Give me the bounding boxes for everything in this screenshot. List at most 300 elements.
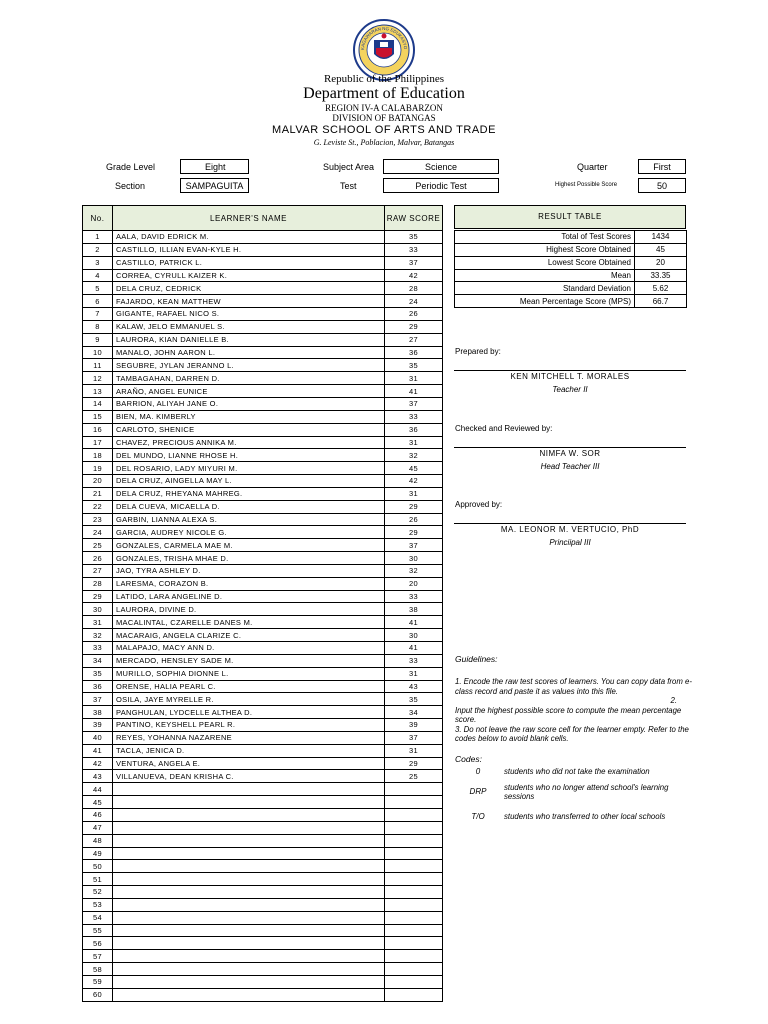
table-row xyxy=(83,231,443,244)
col-header-learner-name: LEARNER'S NAME xyxy=(113,206,385,231)
learner-name-cell[interactable]: LATIDO, LARA ANGELINE D. xyxy=(113,590,385,603)
row-number: 18 xyxy=(83,449,113,462)
highest-possible-score-label: Highest Possible Score xyxy=(555,182,618,188)
raw-score-cell[interactable]: 31 xyxy=(385,667,443,680)
grade-level-field[interactable]: Eight xyxy=(180,159,249,174)
prepared-by-label: Prepared by: xyxy=(455,347,501,356)
prepared-signature-line xyxy=(454,370,686,371)
raw-score-cell[interactable]: 31 xyxy=(385,744,443,757)
learner-name-cell[interactable]: PANGHULAN, LYDCELLE ALTHEA D. xyxy=(113,706,385,719)
learner-name-cell[interactable]: LAURORA, KIAN DANIELLE B. xyxy=(113,333,385,346)
learner-name-cell[interactable] xyxy=(113,898,385,911)
raw-score-cell[interactable]: 27 xyxy=(385,333,443,346)
raw-score-cell[interactable] xyxy=(385,808,443,821)
raw-score-cell[interactable]: 38 xyxy=(385,603,443,616)
raw-score-cell[interactable] xyxy=(385,924,443,937)
learner-name-cell[interactable]: GIGANTE, RAFAEL NICO S. xyxy=(113,308,385,321)
row-number: 24 xyxy=(83,526,113,539)
checked-signature-line xyxy=(454,447,686,448)
learner-name-cell[interactable] xyxy=(113,975,385,988)
row-number: 39 xyxy=(83,719,113,732)
learner-name-cell[interactable]: TACLA, JENICA D. xyxy=(113,744,385,757)
row-number: 3 xyxy=(83,256,113,269)
table-row xyxy=(83,808,443,821)
result-value: 5.62 xyxy=(635,282,687,295)
table-row xyxy=(83,436,443,449)
row-number: 5 xyxy=(83,282,113,295)
learners-score-table xyxy=(82,205,443,1002)
code-key-to: T/O xyxy=(471,812,485,821)
prepared-by-title: Teacher II xyxy=(552,385,588,394)
learner-name-cell[interactable] xyxy=(113,847,385,860)
row-number: 37 xyxy=(83,693,113,706)
table-row xyxy=(83,667,443,680)
learner-name-cell[interactable]: LAURORA, DIVINE D. xyxy=(113,603,385,616)
table-row xyxy=(83,577,443,590)
table-row xyxy=(83,526,443,539)
learner-name-cell[interactable]: ORENSE, HALIA PEARL C. xyxy=(113,680,385,693)
row-number: 14 xyxy=(83,397,113,410)
svg-text:KAGAWARAN NG EDUKASYON: KAGAWARAN NG EDUKASYO xyxy=(359,25,409,51)
raw-score-cell[interactable]: 28 xyxy=(385,282,443,295)
table-row xyxy=(83,564,443,577)
table-row xyxy=(83,886,443,899)
table-row xyxy=(83,924,443,937)
raw-score-cell[interactable]: 41 xyxy=(385,642,443,655)
raw-score-cell[interactable]: 29 xyxy=(385,757,443,770)
learner-name-cell[interactable] xyxy=(113,886,385,899)
row-number: 15 xyxy=(83,410,113,423)
region-heading: REGION IV-A CALABARZON xyxy=(325,103,443,113)
table-row xyxy=(83,860,443,873)
table-row xyxy=(83,590,443,603)
table-row xyxy=(83,629,443,642)
prepared-by-name: KEN MITCHELL T. MORALES xyxy=(510,372,630,381)
raw-score-cell[interactable]: 45 xyxy=(385,462,443,475)
row-number: 56 xyxy=(83,937,113,950)
table-row xyxy=(83,372,443,385)
row-number: 32 xyxy=(83,629,113,642)
row-number: 8 xyxy=(83,320,113,333)
raw-score-cell[interactable]: 32 xyxy=(385,449,443,462)
row-number: 28 xyxy=(83,577,113,590)
row-number: 41 xyxy=(83,744,113,757)
row-number: 42 xyxy=(83,757,113,770)
learner-name-cell[interactable]: VENTURA, ANGELA E. xyxy=(113,757,385,770)
table-row xyxy=(83,796,443,809)
school-address: G. Leviste St., Poblacion, Malvar, Batangas xyxy=(313,138,455,147)
row-number: 26 xyxy=(83,552,113,565)
table-row xyxy=(83,269,443,282)
raw-score-cell[interactable] xyxy=(385,975,443,988)
result-label: Mean Percentage Score (MPS) xyxy=(455,295,635,308)
row-number: 48 xyxy=(83,834,113,847)
result-value: 1434 xyxy=(635,231,687,244)
guideline-2: Input the highest possible score to compute the mean percentage score. xyxy=(455,705,682,724)
raw-score-cell[interactable]: 37 xyxy=(385,539,443,552)
table-row xyxy=(83,873,443,886)
row-number: 20 xyxy=(83,475,113,488)
learner-name-cell[interactable]: AALA, DAVID EDRICK M. xyxy=(113,231,385,244)
learner-name-cell[interactable]: VILLANUEVA, DEAN KRISHA C. xyxy=(113,770,385,783)
table-row xyxy=(83,308,443,321)
test-label: Test xyxy=(340,181,357,191)
checked-by-label: Checked and Reviewed by: xyxy=(455,424,553,433)
learner-name-cell[interactable]: BARRION, ALIYAH JANE O. xyxy=(113,397,385,410)
learner-name-cell[interactable]: CARLOTO, SHENICE xyxy=(113,423,385,436)
table-row xyxy=(83,397,443,410)
raw-score-cell[interactable] xyxy=(385,988,443,1001)
row-number: 13 xyxy=(83,385,113,398)
raw-score-cell[interactable]: 25 xyxy=(385,770,443,783)
quarter-field[interactable]: First xyxy=(638,159,686,174)
result-value: 66.7 xyxy=(635,295,687,308)
result-value: 33.35 xyxy=(635,269,687,282)
table-row xyxy=(83,950,443,963)
row-number: 6 xyxy=(83,295,113,308)
raw-score-cell[interactable] xyxy=(385,873,443,886)
table-row xyxy=(83,500,443,513)
table-row xyxy=(83,975,443,988)
approved-by-title: Princiipal III xyxy=(549,538,591,547)
table-row xyxy=(83,706,443,719)
raw-score-cell[interactable]: 26 xyxy=(385,513,443,526)
learner-name-cell[interactable]: GARBIN, LIANNA ALEXA S. xyxy=(113,513,385,526)
row-number: 33 xyxy=(83,642,113,655)
learner-name-cell[interactable]: CORREA, CYRULL KAIZER K. xyxy=(113,269,385,282)
raw-score-cell[interactable] xyxy=(385,911,443,924)
learner-name-cell[interactable]: DELA CRUZ, RHEYANA MAHREG. xyxy=(113,487,385,500)
raw-score-cell[interactable] xyxy=(385,860,443,873)
row-number: 17 xyxy=(83,436,113,449)
grade-level-label: Grade Level xyxy=(106,162,156,172)
result-table-title: RESULT TABLE xyxy=(454,205,686,229)
table-row xyxy=(83,487,443,500)
result-row xyxy=(455,295,687,308)
raw-score-cell[interactable]: 29 xyxy=(385,320,443,333)
table-row xyxy=(83,359,443,372)
row-number: 46 xyxy=(83,808,113,821)
row-number: 52 xyxy=(83,886,113,899)
raw-score-cell[interactable]: 41 xyxy=(385,385,443,398)
raw-score-cell[interactable] xyxy=(385,963,443,976)
table-row xyxy=(83,282,443,295)
raw-score-cell[interactable]: 33 xyxy=(385,243,443,256)
row-number: 2 xyxy=(83,243,113,256)
approved-by-name: MA. LEONOR M. VERTUCIO, PhD xyxy=(500,525,640,534)
learner-name-cell[interactable]: DEL ROSARIO, LADY MIYURI M. xyxy=(113,462,385,475)
guidelines-heading: Guidelines: xyxy=(455,654,498,664)
table-row xyxy=(83,911,443,924)
raw-score-cell[interactable]: 35 xyxy=(385,231,443,244)
raw-score-cell[interactable]: 24 xyxy=(385,295,443,308)
raw-score-cell[interactable] xyxy=(385,937,443,950)
learner-name-cell[interactable]: MERCADO, HENSLEY SADE M. xyxy=(113,654,385,667)
result-value: 20 xyxy=(635,256,687,269)
table-row xyxy=(83,385,443,398)
row-number: 16 xyxy=(83,423,113,436)
raw-score-cell[interactable]: 20 xyxy=(385,577,443,590)
row-number: 60 xyxy=(83,988,113,1001)
raw-score-cell[interactable]: 30 xyxy=(385,629,443,642)
table-row xyxy=(83,988,443,1001)
learner-name-cell[interactable] xyxy=(113,924,385,937)
table-row xyxy=(83,757,443,770)
raw-score-cell[interactable]: 30 xyxy=(385,552,443,565)
raw-score-cell[interactable]: 42 xyxy=(385,269,443,282)
row-number: 44 xyxy=(83,783,113,796)
row-number: 49 xyxy=(83,847,113,860)
raw-score-cell[interactable]: 32 xyxy=(385,564,443,577)
division-heading: DIVISION OF BATANGAS xyxy=(332,113,436,123)
table-row xyxy=(83,552,443,565)
learner-name-cell[interactable]: MALAPAJO, MACY ANN D. xyxy=(113,642,385,655)
learner-name-cell[interactable]: GONZALES, TRISHA MHAE D. xyxy=(113,552,385,565)
approved-signature-line xyxy=(454,523,686,524)
learner-name-cell[interactable]: FAJARDO, KEAN MATTHEW xyxy=(113,295,385,308)
result-table xyxy=(454,230,687,308)
learner-name-cell[interactable]: SEGUBRE, JYLAN JERANNO L. xyxy=(113,359,385,372)
row-number: 23 xyxy=(83,513,113,526)
learner-name-cell[interactable]: DELA CUEVA, MICAELLA D. xyxy=(113,500,385,513)
row-number: 10 xyxy=(83,346,113,359)
learner-name-cell[interactable]: BIEN, MA. KIMBERLY xyxy=(113,410,385,423)
row-number: 29 xyxy=(83,590,113,603)
row-number: 57 xyxy=(83,950,113,963)
table-row xyxy=(83,333,443,346)
learner-name-cell[interactable]: LARESMA, CORAZON B. xyxy=(113,577,385,590)
approved-by-label: Approved by: xyxy=(455,500,503,509)
republic-heading: Republic of the Philippines xyxy=(323,73,445,85)
table-row xyxy=(83,783,443,796)
result-row xyxy=(455,256,687,269)
learner-name-cell[interactable]: TAMBAGAHAN, DARREN D. xyxy=(113,372,385,385)
guideline-2-number: 2. xyxy=(670,696,677,705)
raw-score-cell[interactable]: 31 xyxy=(385,436,443,449)
row-number: 27 xyxy=(83,564,113,577)
table-row xyxy=(83,295,443,308)
table-row xyxy=(83,475,443,488)
learner-name-cell[interactable] xyxy=(113,796,385,809)
guidelines-text xyxy=(455,677,695,744)
result-value: 45 xyxy=(635,243,687,256)
raw-score-cell[interactable] xyxy=(385,783,443,796)
table-row xyxy=(83,256,443,269)
result-label: Lowest Score Obtained xyxy=(455,256,635,269)
table-row xyxy=(83,449,443,462)
row-number: 11 xyxy=(83,359,113,372)
table-row xyxy=(83,719,443,732)
row-number: 21 xyxy=(83,487,113,500)
section-label: Section xyxy=(115,181,146,191)
code-desc-0: students who did not take the examination xyxy=(504,767,650,776)
school-heading: MALVAR SCHOOL OF ARTS AND TRADE xyxy=(272,124,496,136)
table-row xyxy=(83,963,443,976)
learner-name-cell[interactable]: MURILLO, SOPHIA DIONNE L. xyxy=(113,667,385,680)
raw-score-cell[interactable]: 41 xyxy=(385,616,443,629)
learner-name-cell[interactable] xyxy=(113,873,385,886)
raw-score-cell[interactable]: 31 xyxy=(385,487,443,500)
table-row xyxy=(83,603,443,616)
row-number: 31 xyxy=(83,616,113,629)
raw-score-cell[interactable] xyxy=(385,796,443,809)
table-row xyxy=(83,462,443,475)
table-row xyxy=(83,937,443,950)
raw-score-cell[interactable]: 37 xyxy=(385,731,443,744)
learner-name-cell[interactable] xyxy=(113,950,385,963)
learner-name-cell[interactable]: GARCIA, AUDREY NICOLE G. xyxy=(113,526,385,539)
table-row xyxy=(83,320,443,333)
row-number: 19 xyxy=(83,462,113,475)
raw-score-cell[interactable]: 42 xyxy=(385,475,443,488)
raw-score-cell[interactable]: 33 xyxy=(385,410,443,423)
raw-score-cell[interactable]: 33 xyxy=(385,590,443,603)
result-row xyxy=(455,282,687,295)
raw-score-cell[interactable]: 43 xyxy=(385,680,443,693)
raw-score-cell[interactable]: 31 xyxy=(385,372,443,385)
learner-name-cell[interactable] xyxy=(113,808,385,821)
highest-possible-score-field[interactable]: 50 xyxy=(638,178,686,193)
learner-name-cell[interactable]: CASTILLO, ILLIAN EVAN-KYLE H. xyxy=(113,243,385,256)
row-number: 22 xyxy=(83,500,113,513)
section-field[interactable]: SAMPAGUITA xyxy=(180,178,249,193)
raw-score-cell[interactable] xyxy=(385,898,443,911)
table-row xyxy=(83,654,443,667)
codes-heading: Codes: xyxy=(455,754,482,764)
learner-name-cell[interactable]: DEL MUNDO, LIANNE RHOSE H. xyxy=(113,449,385,462)
learner-name-cell[interactable] xyxy=(113,988,385,1001)
learner-name-cell[interactable]: MACARAIG, ANGELA CLARIZE C. xyxy=(113,629,385,642)
raw-score-cell[interactable]: 37 xyxy=(385,256,443,269)
table-row xyxy=(83,770,443,783)
raw-score-cell[interactable] xyxy=(385,834,443,847)
raw-score-cell[interactable] xyxy=(385,821,443,834)
result-row xyxy=(455,269,687,282)
checked-by-name: NIMFA W. SOR xyxy=(539,449,601,458)
row-number: 53 xyxy=(83,898,113,911)
row-number: 43 xyxy=(83,770,113,783)
result-row xyxy=(455,243,687,256)
quarter-label: Quarter xyxy=(577,162,608,172)
row-number: 36 xyxy=(83,680,113,693)
table-row xyxy=(83,731,443,744)
learner-name-cell[interactable]: ARAÑO, ANGEL EUNICE xyxy=(113,385,385,398)
learner-name-cell[interactable] xyxy=(113,783,385,796)
test-field[interactable]: Periodic Test xyxy=(383,178,499,193)
raw-score-cell[interactable]: 29 xyxy=(385,500,443,513)
department-heading: Department of Education xyxy=(303,85,465,102)
row-number: 12 xyxy=(83,372,113,385)
learner-name-cell[interactable]: DELA CRUZ, CEDRICK xyxy=(113,282,385,295)
learner-name-cell[interactable]: PANTINO, KEYSHELL PEARL R. xyxy=(113,719,385,732)
row-number: 55 xyxy=(83,924,113,937)
row-number: 54 xyxy=(83,911,113,924)
subject-area-label: Subject Area xyxy=(323,162,375,172)
row-number: 35 xyxy=(83,667,113,680)
raw-score-cell[interactable]: 26 xyxy=(385,308,443,321)
row-number: 47 xyxy=(83,821,113,834)
learner-name-cell[interactable] xyxy=(113,963,385,976)
row-number: 34 xyxy=(83,654,113,667)
guideline-1: 1. Encode the raw test scores of learners. You can copy data from e-class record and paste it as values into this file. xyxy=(455,677,692,696)
row-number: 9 xyxy=(83,333,113,346)
learner-name-cell[interactable]: OSILA, JAYE MYRELLE R. xyxy=(113,693,385,706)
learner-name-cell[interactable] xyxy=(113,860,385,873)
table-row xyxy=(83,243,443,256)
result-row xyxy=(455,231,687,244)
raw-score-cell[interactable] xyxy=(385,847,443,860)
learner-name-cell[interactable] xyxy=(113,937,385,950)
table-row xyxy=(83,847,443,860)
learner-name-cell[interactable]: CHAVEZ, PRECIOUS ANNIKA M. xyxy=(113,436,385,449)
learner-name-cell[interactable]: REYES, YOHANNA NAZARENE xyxy=(113,731,385,744)
result-label: Standard Deviation xyxy=(455,282,635,295)
table-row xyxy=(83,680,443,693)
learner-name-cell[interactable]: MACALINTAL, CZARELLE DANES M. xyxy=(113,616,385,629)
row-number: 7 xyxy=(83,308,113,321)
raw-score-cell[interactable] xyxy=(385,886,443,899)
checked-by-title: Head Teacher III xyxy=(540,462,600,471)
table-row xyxy=(83,642,443,655)
table-row xyxy=(83,898,443,911)
learner-name-cell[interactable]: JAO, TYRA ASHLEY D. xyxy=(113,564,385,577)
learner-name-cell[interactable] xyxy=(113,821,385,834)
table-row xyxy=(83,616,443,629)
result-label: Total of Test Scores xyxy=(455,231,635,244)
raw-score-cell[interactable]: 35 xyxy=(385,693,443,706)
result-label: Highest Score Obtained xyxy=(455,243,635,256)
table-row xyxy=(83,513,443,526)
raw-score-cell[interactable]: 39 xyxy=(385,719,443,732)
table-row xyxy=(83,693,443,706)
learner-name-cell[interactable]: GONZALES, CARMELA MAE M. xyxy=(113,539,385,552)
learner-name-cell[interactable]: CASTILLO, PATRICK L. xyxy=(113,256,385,269)
raw-score-cell[interactable] xyxy=(385,950,443,963)
row-number: 25 xyxy=(83,539,113,552)
raw-score-cell[interactable]: 36 xyxy=(385,346,443,359)
learner-name-cell[interactable]: MANALO, JOHN AARON L. xyxy=(113,346,385,359)
row-number: 45 xyxy=(83,796,113,809)
raw-score-cell[interactable]: 33 xyxy=(385,654,443,667)
code-desc-to: students who transferred to other local schools xyxy=(504,812,666,821)
code-desc-drp: students who no longer attend school's learning sessions xyxy=(504,783,669,801)
row-number: 50 xyxy=(83,860,113,873)
row-number: 59 xyxy=(83,975,113,988)
raw-score-cell[interactable]: 35 xyxy=(385,359,443,372)
learner-name-cell[interactable]: KALAW, JELO EMMANUEL S. xyxy=(113,320,385,333)
raw-score-cell[interactable]: 34 xyxy=(385,706,443,719)
learner-name-cell[interactable]: DELA CRUZ, AINGELLA MAY L. xyxy=(113,475,385,488)
learner-name-cell[interactable] xyxy=(113,834,385,847)
table-row xyxy=(83,744,443,757)
row-number: 58 xyxy=(83,963,113,976)
code-key-0: 0 xyxy=(475,767,481,776)
row-number: 40 xyxy=(83,731,113,744)
table-row xyxy=(83,346,443,359)
raw-score-cell[interactable]: 29 xyxy=(385,526,443,539)
table-row xyxy=(83,423,443,436)
row-number: 38 xyxy=(83,706,113,719)
row-number: 51 xyxy=(83,873,113,886)
subject-area-field[interactable]: Science xyxy=(383,159,499,174)
raw-score-cell[interactable]: 36 xyxy=(385,423,443,436)
table-row xyxy=(83,821,443,834)
raw-score-cell[interactable]: 37 xyxy=(385,397,443,410)
learner-name-cell[interactable] xyxy=(113,911,385,924)
row-number: 30 xyxy=(83,603,113,616)
guideline-3: 3. Do not leave the raw score cell for the learner empty. Refer to the codes below to avoid blank cells. xyxy=(455,724,689,743)
col-header-raw-score: RAW SCORE xyxy=(385,206,443,231)
